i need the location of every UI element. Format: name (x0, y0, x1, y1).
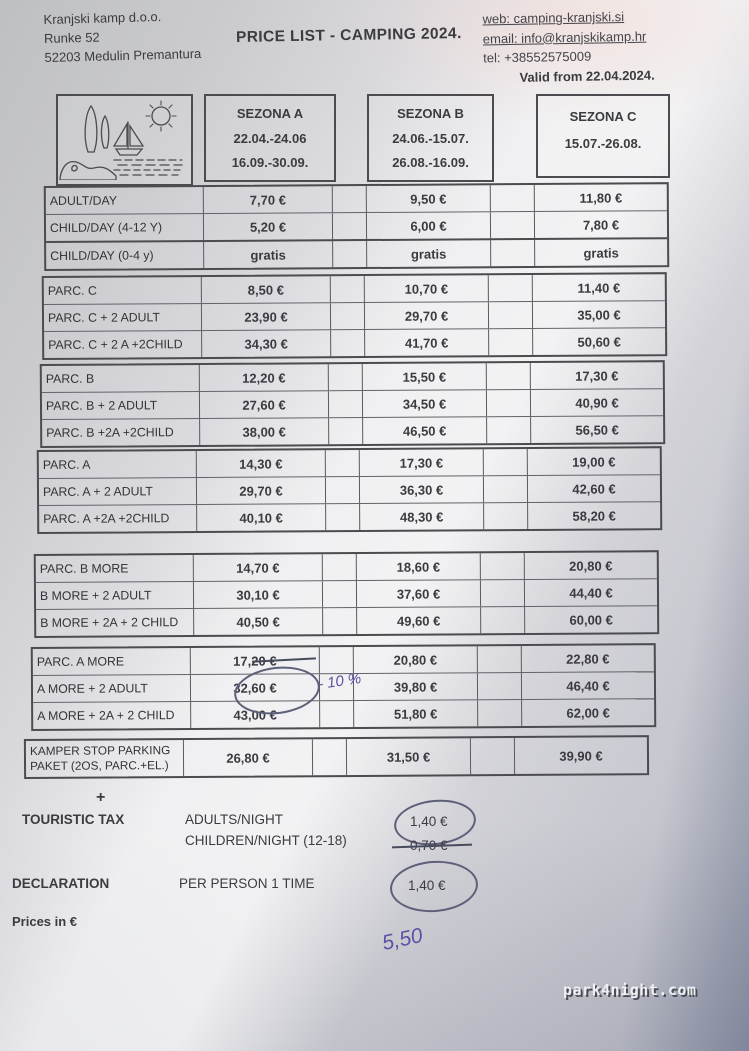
spacer-cell (487, 417, 531, 443)
spacer-cell (489, 275, 533, 301)
row-label: PARC. B (42, 365, 200, 392)
spacer-cell (491, 185, 535, 211)
spacer-cell (481, 607, 525, 633)
price-season-b: 17,30 € (360, 449, 484, 476)
children-night-label: CHILDREN/NIGHT (12-18) (185, 833, 347, 848)
price-season-c: 7,80 € (582, 216, 620, 233)
spacer-cell (489, 329, 533, 355)
price-season-a: 26,80 € (184, 739, 313, 776)
kamper-label-line1: KAMPER STOP PARKING (29, 743, 171, 759)
spacer-cell (320, 701, 354, 727)
price-season-b: 41,70 € (365, 329, 489, 356)
table-row (36, 552, 657, 582)
spacer-cell (489, 302, 533, 328)
season-b-dates-1: 24.06.-15.07. (392, 130, 469, 146)
price-season-c: 19,00 € (572, 453, 616, 470)
spacer-cell (326, 477, 360, 503)
price-season-c: 42,60 € (572, 480, 616, 497)
price-season-b: 37,60 € (357, 580, 481, 607)
spacer-cell (478, 673, 522, 699)
spacer-cell (323, 554, 357, 580)
prices-note: Prices in € (12, 914, 78, 929)
row-label: CHILD/DAY (0-4 y) (46, 242, 204, 269)
row-label: B MORE + 2A + 2 CHILD (36, 609, 194, 636)
price-season-c: 60,00 € (569, 611, 613, 628)
price-block-daily (44, 182, 670, 271)
page-title: PRICE LIST - CAMPING 2024. (235, 25, 462, 46)
price-block-parc-b-more (34, 550, 660, 638)
spacer-cell (331, 276, 365, 302)
price-season-c: 46,40 € (566, 677, 610, 694)
price-season-c: 44,40 € (569, 584, 613, 601)
spacer-cell (329, 364, 363, 390)
beach-sketch-drawing (58, 96, 187, 180)
plus-sign: + (96, 789, 106, 806)
per-person-label: PER PERSON 1 TIME (179, 876, 315, 891)
price-season-b: 34,50 € (363, 390, 487, 417)
spacer-cell (478, 646, 522, 672)
company-address (43, 6, 201, 67)
price-season-c: 62,00 € (566, 704, 610, 721)
spacer-cell (326, 504, 360, 530)
price-season-c: 17,30 € (575, 367, 619, 384)
table-row (44, 274, 665, 304)
row-label (26, 740, 184, 777)
table-row (44, 327, 665, 358)
table-row (26, 737, 647, 777)
touristic-tax-label: TOURISTIC TAX (22, 812, 125, 827)
price-season-b: 48,30 € (360, 503, 484, 530)
beach-sketch (56, 94, 193, 186)
price-season-c: 39,90 € (559, 747, 603, 764)
spacer-cell (491, 212, 535, 238)
table-row (39, 448, 660, 478)
park4night-watermark: park4night.com (563, 981, 697, 999)
price-season-a: 34,30 € (202, 330, 331, 357)
price-season-b: 36,30 € (360, 476, 484, 503)
table-row (46, 184, 667, 214)
price-block-parc-a (37, 446, 663, 534)
company-name: Kranjski kamp d.o.o. (43, 8, 162, 28)
row-label: CHILD/DAY (4-12 Y) (46, 214, 204, 241)
price-season-c: 35,00 € (577, 306, 621, 323)
price-block-parc-c (42, 272, 668, 360)
table-row (39, 501, 660, 532)
table-row (36, 578, 657, 609)
spacer-cell (329, 418, 363, 444)
row-label: PARC. C + 2 A +2CHILD (44, 331, 202, 358)
children-night-price: 0,70 € (410, 838, 448, 853)
row-label: B MORE + 2 ADULT (36, 582, 194, 609)
email-link: email: info@kranjskikamp.hr (482, 28, 647, 46)
price-season-b: 10,70 € (365, 275, 489, 302)
price-season-a: 40,10 € (197, 504, 326, 531)
price-season-a: 27,60 € (200, 391, 329, 418)
spacer-cell (333, 186, 367, 212)
price-season-a: 23,90 € (202, 303, 331, 330)
price-season-c: 11,40 € (577, 279, 621, 296)
row-label: PARC. A + 2 ADULT (39, 478, 197, 505)
table-row (46, 237, 667, 269)
price-season-a: 8,50 € (202, 276, 331, 303)
table-row (46, 210, 667, 241)
row-label: PARC. A +2A +2CHILD (39, 505, 197, 532)
price-season-a: 7,70 € (204, 186, 333, 213)
adults-night-label: ADULTS/NIGHT (185, 812, 284, 827)
row-label: A MORE + 2 ADULT (33, 675, 191, 702)
season-b-dates-2: 26.08.-16.09. (392, 155, 469, 171)
company-city: 52203 Medulin Premantura (44, 45, 202, 66)
price-season-a: 38,00 € (200, 418, 329, 445)
table-row (36, 605, 657, 636)
price-season-a: 5,20 € (204, 213, 333, 240)
spacer-cell (491, 240, 535, 266)
spacer-cell (484, 503, 528, 529)
row-label: PARC. B +2A +2CHILD (42, 419, 200, 446)
season-a-header (204, 94, 336, 182)
price-season-c: 56,50 € (575, 421, 619, 438)
table-row (42, 388, 663, 419)
price-season-c: 50,60 € (577, 333, 621, 350)
contact-info (482, 7, 654, 88)
spacer-cell (333, 213, 367, 239)
price-season-a: 14,70 € (194, 554, 323, 581)
declaration-price: 1,40 € (408, 878, 446, 893)
declaration-label: DECLARATION (12, 876, 110, 891)
row-label: PARC. A (39, 451, 197, 478)
spacer-cell (478, 700, 522, 726)
row-label: PARC. B + 2 ADULT (42, 392, 200, 419)
price-season-b: 15,50 € (363, 363, 487, 390)
spacer-cell (320, 647, 354, 673)
spacer-cell (487, 390, 531, 416)
price-season-b: 46,50 € (363, 417, 487, 444)
price-season-b: 9,50 € (367, 185, 491, 212)
price-block-parc-b (40, 360, 666, 448)
price-season-a: 32,60 € (191, 674, 320, 701)
company-street: Runke 52 (43, 29, 100, 47)
price-season-a: 14,30 € (197, 450, 326, 477)
row-label: ADULT/DAY (46, 187, 204, 214)
price-season-a: 40,50 € (194, 608, 323, 635)
season-b-name: SEZONA B (397, 105, 464, 121)
price-season-c: 58,20 € (572, 507, 616, 524)
row-label: PARC. B MORE (36, 555, 194, 582)
valid-from-date: Valid from 22.04.2024. (519, 67, 655, 85)
spacer-cell (333, 241, 367, 267)
spacer-cell (484, 449, 528, 475)
spacer-cell (487, 363, 531, 389)
price-season-b: gratis (367, 240, 491, 267)
spacer-cell (326, 450, 360, 476)
price-season-a: gratis (204, 241, 333, 268)
kamper-label-line2: PAKET (2OS, PARC.+EL.) (29, 758, 169, 773)
row-label: PARC. C (44, 277, 202, 304)
table-row (39, 474, 660, 505)
price-season-b: 49,60 € (357, 607, 481, 634)
discount-note-handwriting: - 10 % (317, 670, 363, 693)
season-a-dates-2: 16.09.-30.09. (231, 155, 309, 171)
season-a-name: SEZONA A (236, 105, 304, 121)
price-season-a: 29,70 € (197, 477, 326, 504)
spacer-cell (323, 581, 357, 607)
price-season-a: 12,20 € (200, 364, 329, 391)
spacer-cell (331, 303, 365, 329)
spacer-cell (329, 391, 363, 417)
phone-number: tel: +38552575009 (483, 48, 592, 66)
price-season-b: 18,60 € (357, 553, 481, 580)
price-season-b: 39,80 € (354, 673, 478, 700)
row-label: A MORE + 2A + 2 CHILD (33, 702, 191, 729)
price-season-c: 11,80 € (579, 189, 623, 206)
spacer-cell (331, 330, 365, 356)
price-season-c: 20,80 € (569, 557, 613, 574)
price-block-kamper-stop (24, 735, 649, 779)
spacer-cell (481, 553, 525, 579)
price-season-c: 40,90 € (575, 394, 619, 411)
price-season-b: 29,70 € (365, 302, 489, 329)
price-season-b: 31,50 € (347, 738, 471, 775)
season-b-header (367, 94, 494, 182)
spacer-cell (481, 580, 525, 606)
table-row (42, 415, 663, 446)
season-c-name: SEZONA C (569, 108, 637, 124)
season-c-header (536, 94, 670, 178)
table-row (42, 362, 663, 392)
price-season-a: 30,10 € (194, 581, 323, 608)
price-season-b: 20,80 € (354, 646, 478, 673)
spacer-cell (323, 608, 357, 634)
table-row (33, 698, 654, 729)
handwritten-total: 5,50 (379, 924, 425, 956)
circle-annotation (388, 858, 479, 915)
row-label: PARC. A MORE (33, 648, 191, 675)
price-season-a: 17,20 € (191, 647, 320, 674)
spacer-cell (313, 739, 347, 775)
price-season-b: 6,00 € (367, 212, 491, 239)
table-row (44, 300, 665, 331)
spacer-cell (484, 476, 528, 502)
price-season-c: gratis (583, 244, 619, 261)
web-link: web: camping-kranjski.si (482, 9, 625, 27)
price-season-a: 43,00 € (191, 701, 320, 728)
spacer-cell (471, 738, 515, 774)
season-a-dates-1: 22.04.-24.06 (233, 130, 307, 146)
season-c-dates-1: 15.07.-26.08. (564, 136, 642, 151)
table-row (33, 645, 654, 675)
row-label: PARC. C + 2 ADULT (44, 304, 202, 331)
adults-night-price: 1,40 € (410, 814, 448, 829)
price-season-c: 22,80 € (566, 650, 610, 667)
price-season-b: 51,80 € (354, 700, 478, 727)
